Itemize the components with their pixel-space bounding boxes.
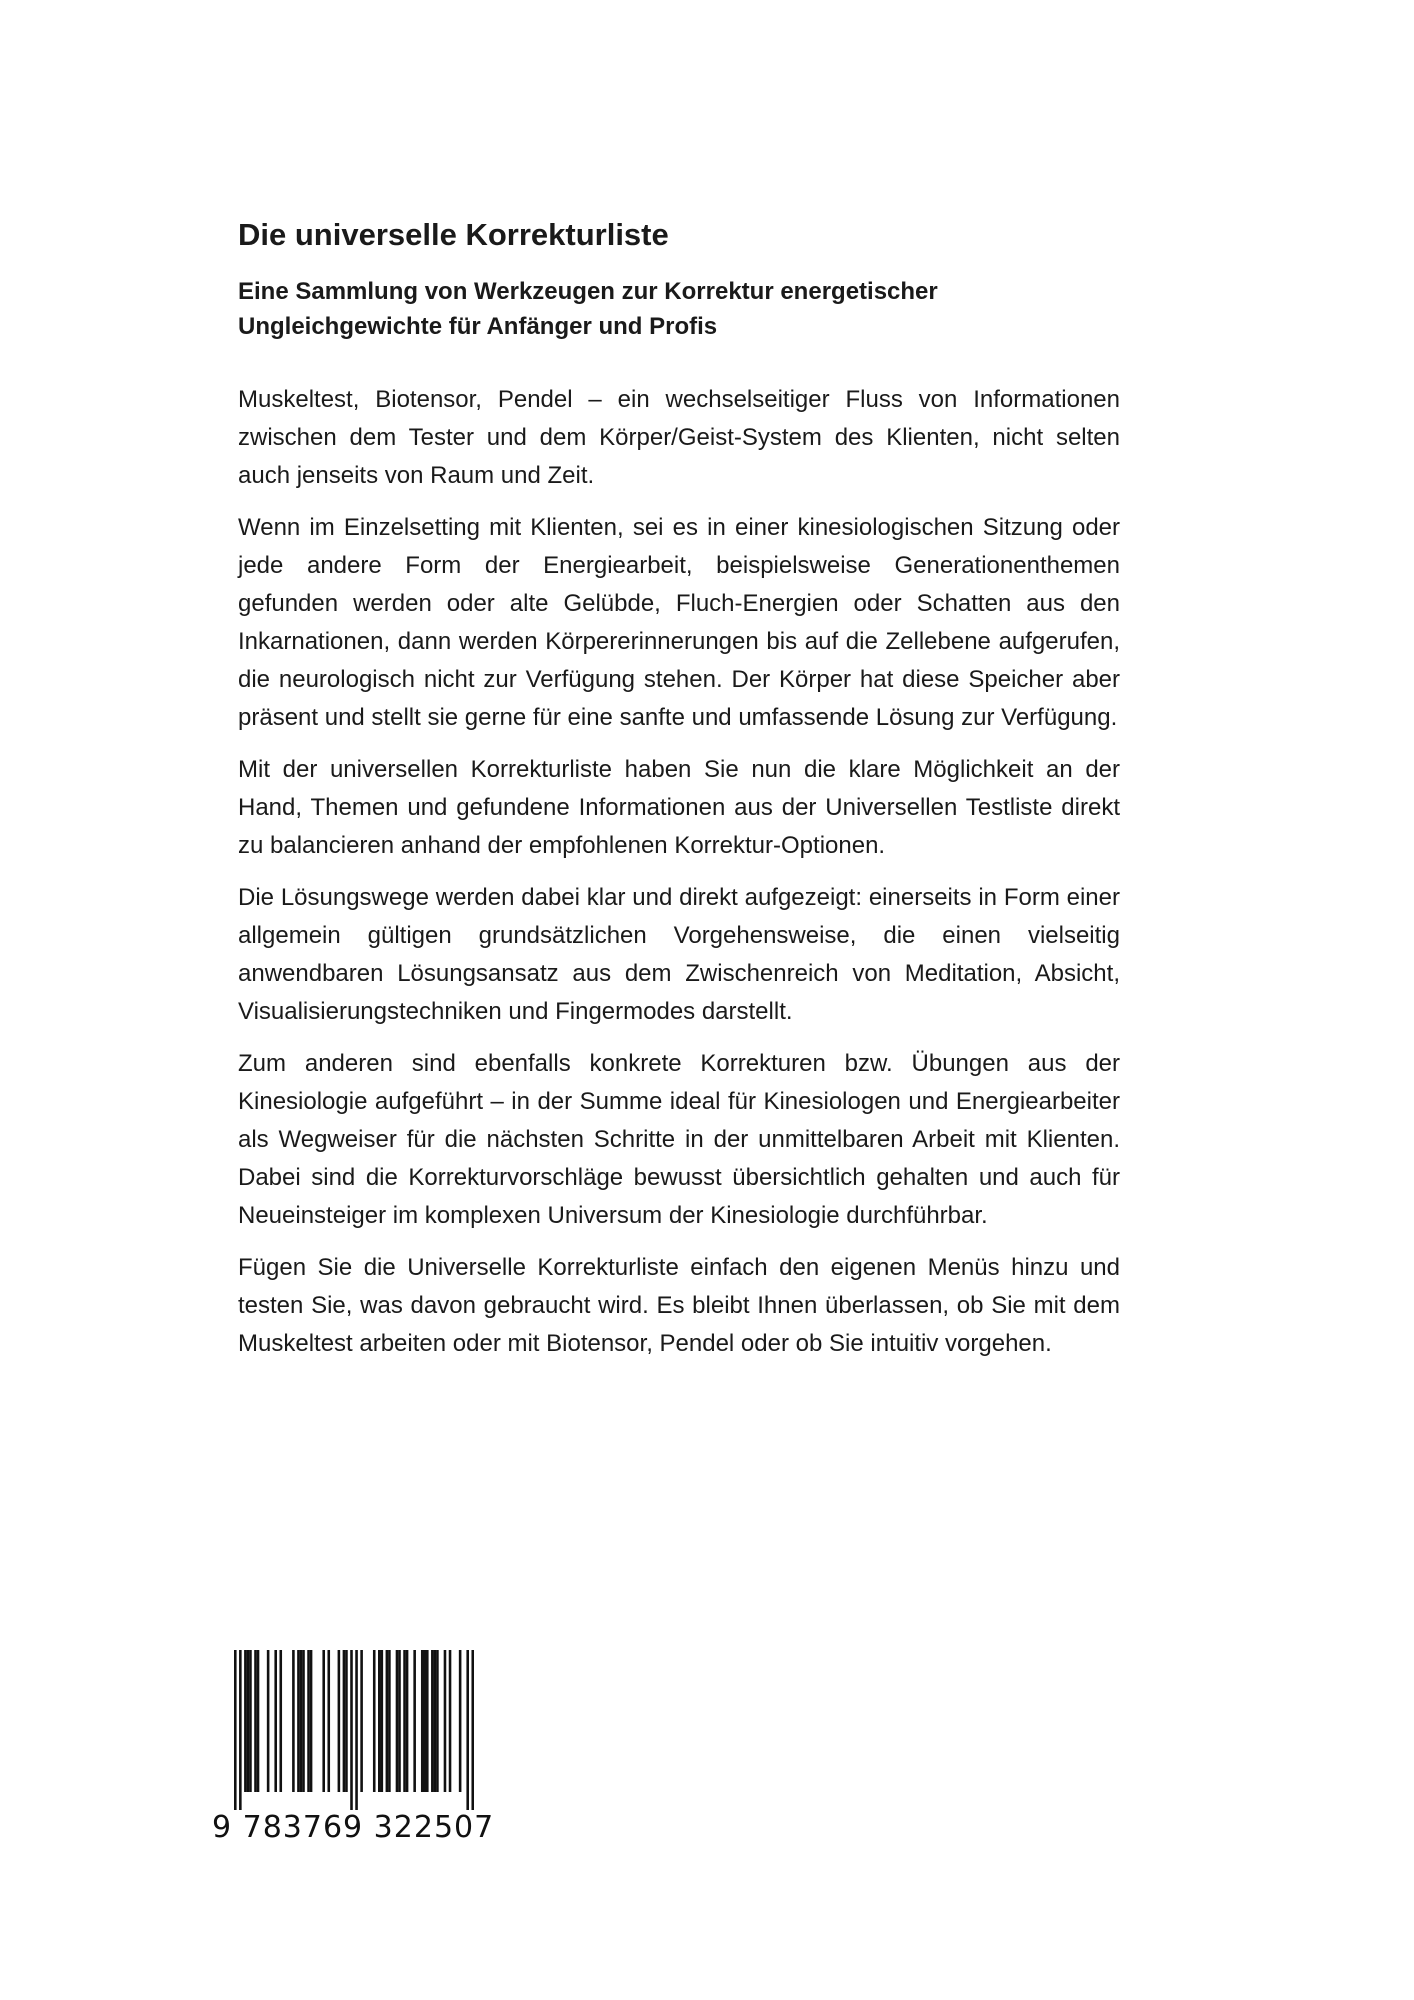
barcode-bar	[239, 1650, 242, 1810]
barcode-bar	[449, 1650, 452, 1792]
barcode-bar	[466, 1650, 469, 1810]
barcode-bar	[378, 1650, 381, 1792]
back-cover-text	[238, 215, 1120, 1377]
barcode-bar	[292, 1650, 295, 1792]
isbn-barcode-icon	[234, 1650, 474, 1810]
barcode-bar	[386, 1650, 389, 1792]
barcode-bar	[338, 1650, 341, 1792]
barcode-bar	[247, 1650, 250, 1792]
barcode-bar	[423, 1650, 426, 1792]
barcode-bar	[355, 1650, 358, 1810]
barcode-bar	[302, 1650, 305, 1792]
barcode-bar	[310, 1650, 313, 1792]
barcode-bar	[421, 1650, 424, 1792]
blurb-paragraph-6: Fügen Sie die Universelle Korrekturliste einfach den eigenen Menüs hinzu und testen Sie, was davon gebraucht wird. Es bleibt Ihnen überlassen, ob Sie mit dem Muskeltest arbeiten oder mit Biotensor, Pendel oder ob Sie intuitiv vorgehen.	[238, 1253, 1120, 1357]
barcode-bar	[254, 1650, 257, 1792]
barcode-bar	[373, 1650, 376, 1792]
book-subtitle: Eine Sammlung von Werkzeugen zur Korrektur energetischer Ungleichgewichte für Anfänger und Profis	[238, 278, 938, 341]
barcode-bar	[297, 1650, 300, 1792]
barcode-bar	[459, 1650, 462, 1792]
barcode-bar	[360, 1650, 363, 1792]
barcode-bar	[267, 1650, 270, 1792]
barcode-bar	[406, 1650, 409, 1792]
barcode-bar	[396, 1650, 399, 1792]
barcode-bar	[300, 1650, 303, 1792]
barcode-bar	[398, 1650, 401, 1792]
barcode-bar	[307, 1650, 310, 1792]
barcode-bar	[381, 1650, 384, 1792]
barcode-bar	[431, 1650, 434, 1792]
barcode-bar	[234, 1650, 237, 1810]
barcode-bar	[322, 1650, 325, 1792]
barcode-bar	[413, 1650, 416, 1792]
blurb-paragraph-1: Muskeltest, Biotensor, Pendel – ein wechselseitiger Fluss von Informationen zwischen dem Tester und dem Körper/Geist-System des Klienten, nicht selten auch jenseits von Raum und Zeit.	[238, 385, 1120, 489]
barcode-bar	[274, 1650, 277, 1792]
barcode-bar	[388, 1650, 391, 1792]
book-title: Die universelle Korrekturliste	[238, 217, 669, 252]
barcode-bar	[244, 1650, 247, 1792]
barcode-bar	[444, 1650, 447, 1792]
barcode-bar	[436, 1650, 439, 1792]
barcode-bar	[343, 1650, 346, 1792]
barcode-bar	[257, 1650, 260, 1792]
barcode-bar	[279, 1650, 282, 1792]
blurb-paragraph-3: Mit der universellen Korrekturliste haben Sie nun die klare Möglichkeit an der Hand, Themen und gefundene Informationen aus der Universellen Testliste direkt zu balancieren anhand der empfohlenen Korrektur-Optionen.	[238, 755, 1120, 859]
barcode-bar	[345, 1650, 348, 1792]
barcode-bar	[434, 1650, 437, 1792]
blurb-paragraph-2: Wenn im Einzelsetting mit Klienten, sei es in einer kinesiologischen Sitzung oder jede andere Form der Energiearbeit, beispielsweise Generationenthemen gefunden werden oder alte Gelübde, Fluch-Energien oder Schatten aus den Inkarnationen, dann werden Körpererinnerungen bis auf die Zellebene aufgerufen, die neurologisch nicht zur Verfügung stehen. Der Körper hat diese Speicher aber präsent und stellt sie gerne für eine sanfte und umfassende Lösung zur Verfügung.	[238, 513, 1120, 731]
isbn-barcode	[212, 1650, 495, 1850]
isbn-digits: 9 783769 322507	[212, 1810, 495, 1845]
blurb-paragraph-5: Zum anderen sind ebenfalls konkrete Korrekturen bzw. Übungen aus der Kinesiologie aufgeführt – in der Summe ideal für Kinesiologen und Energiearbeiter als Wegweiser für die nächsten Schritte in der unmittelbaren Arbeit mit Klienten. Dabei sind die Korrekturvorschläge bewusst übersichtlich gehalten und auch für Neueinsteiger im komplexen Universum der Kinesiologie durchführbar.	[238, 1049, 1120, 1229]
barcode-bar	[471, 1650, 474, 1810]
barcode-bar	[403, 1650, 406, 1792]
barcode-bar	[327, 1650, 330, 1792]
barcode-bar	[249, 1650, 252, 1792]
barcode-bar	[350, 1650, 353, 1810]
blurb-paragraph-4: Die Lösungswege werden dabei klar und direkt aufgezeigt: einerseits in Form einer allgemein gültigen grundsätzlichen Vorgehensweise, die einen vielseitig anwendbaren Lösungsansatz aus dem Zwischenreich von Meditation, Absicht, Visualisierungstechniken und Fingermodes darstellt.	[238, 883, 1120, 1025]
barcode-bar	[426, 1650, 429, 1792]
